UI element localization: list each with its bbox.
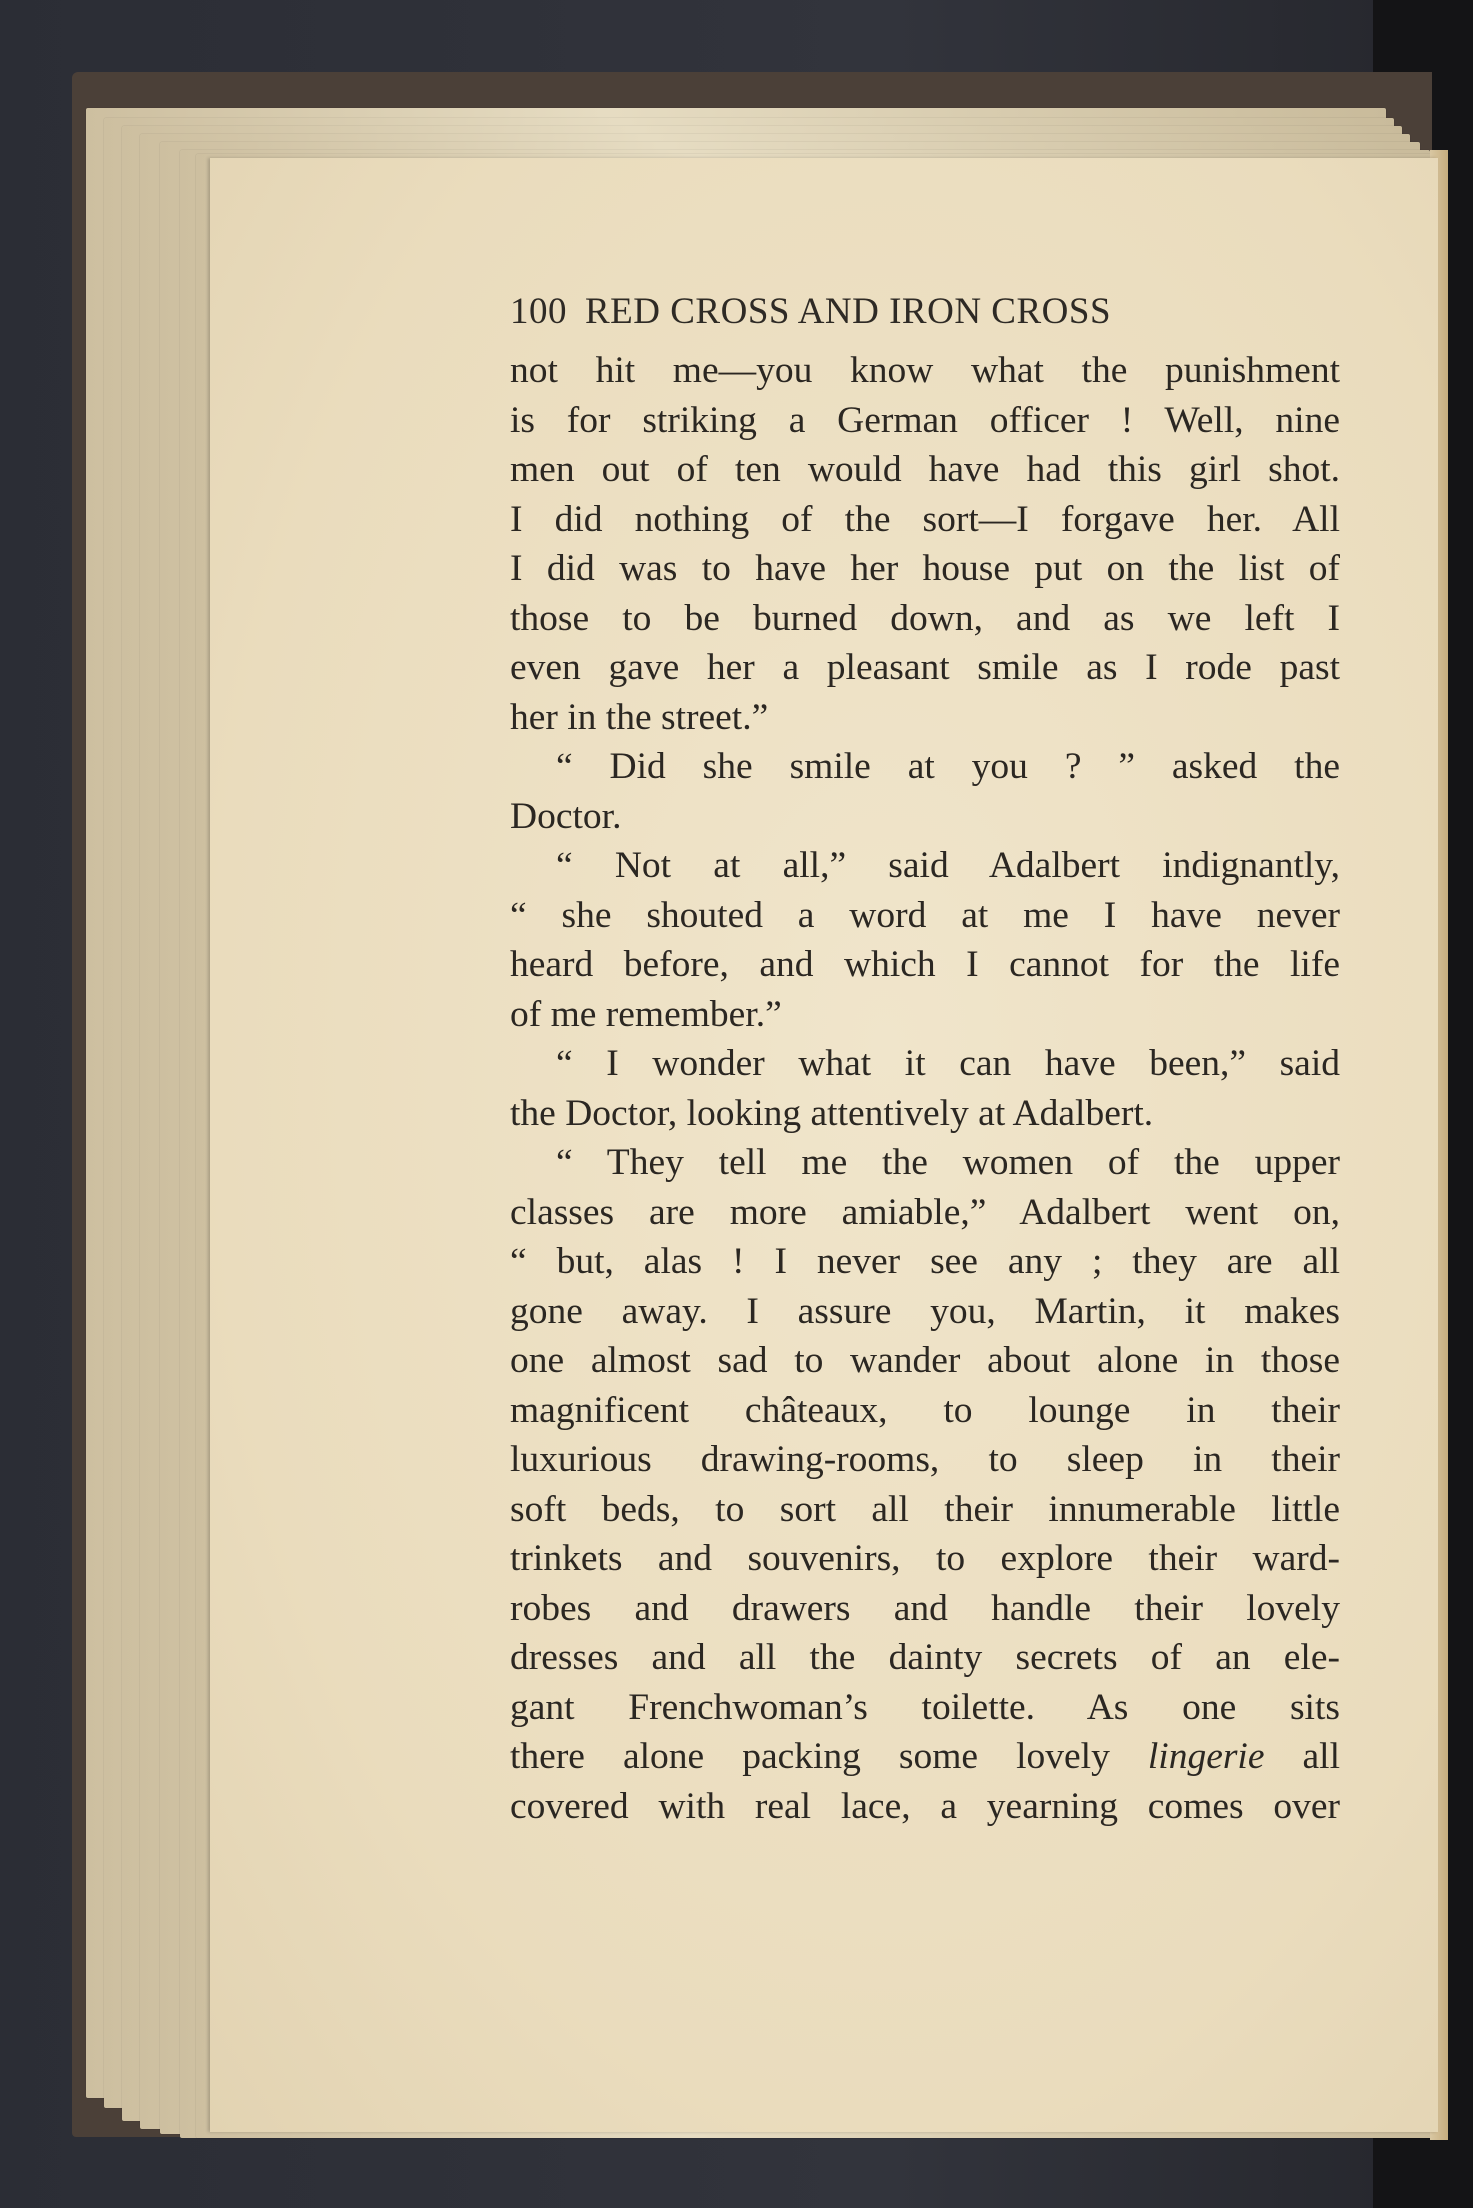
running-header: [510, 290, 1340, 333]
running-title: RED CROSS AND IRON CROSS: [585, 291, 1112, 332]
text-line: not hit me—you know what the punishment: [510, 350, 1340, 391]
text-line: even gave her a pleasant smile as I rode past: [510, 647, 1340, 688]
text-line: “ I wonder what it can have been,” said: [556, 1043, 1340, 1084]
text-line: “ she shouted a word at me I have never: [510, 894, 1340, 936]
text-line: I did nothing of the sort—I forgave her. All: [510, 498, 1340, 540]
text-segment: there alone packing some lovely: [510, 1736, 1148, 1777]
text-line: her in the street.”: [510, 696, 769, 738]
text-line: covered with real lace, a yearning comes over: [510, 1785, 1340, 1827]
text-line: “ Not at all,” said Adalbert indignantly,: [556, 845, 1340, 886]
text-line: of me remember.”: [510, 993, 782, 1035]
text-line: “ Did she smile at you ? ” asked the: [556, 746, 1340, 787]
text-line: soft beds, to sort all their innumerable little: [510, 1488, 1340, 1530]
body-text: [510, 346, 1340, 1831]
text-line: is for striking a German officer ! Well, nine: [510, 399, 1340, 441]
italic-word: lingerie: [1147, 1736, 1265, 1777]
text-line: men out of ten would have had this girl shot.: [510, 449, 1340, 490]
text-line: I did was to have her house put on the list of: [510, 548, 1340, 589]
text-line: trinkets and souvenirs, to explore their ward-: [510, 1538, 1340, 1579]
text-line: those to be burned down, and as we left I: [510, 597, 1340, 639]
text-line: [510, 1732, 1340, 1782]
text-line: Doctor.: [510, 795, 622, 837]
text-line: dresses and all the dainty secrets of an ele-: [510, 1637, 1340, 1678]
text-line: gone away. I assure you, Martin, it makes: [510, 1290, 1340, 1332]
text-line: magnificent châteaux, to lounge in their: [510, 1389, 1340, 1431]
text-line: “ but, alas ! I never see any ; they are all: [510, 1241, 1340, 1282]
text-line: robes and drawers and handle their lovely: [510, 1587, 1340, 1629]
text-line: luxurious drawing-rooms, to sleep in their: [510, 1439, 1340, 1480]
text-line: gant Frenchwoman’s toilette. As one sits: [510, 1686, 1340, 1728]
text-line: “ They tell me the women of the upper: [556, 1142, 1340, 1183]
text-line: heard before, and which I cannot for the life: [510, 944, 1340, 985]
text-line: classes are more amiable,” Adalbert went on,: [510, 1191, 1340, 1233]
page-number: 100: [510, 291, 567, 332]
text-segment: all: [1264, 1736, 1340, 1777]
text-line: one almost sad to wander about alone in those: [510, 1340, 1340, 1381]
text-line: the Doctor, looking attentively at Adalbert.: [510, 1092, 1154, 1134]
